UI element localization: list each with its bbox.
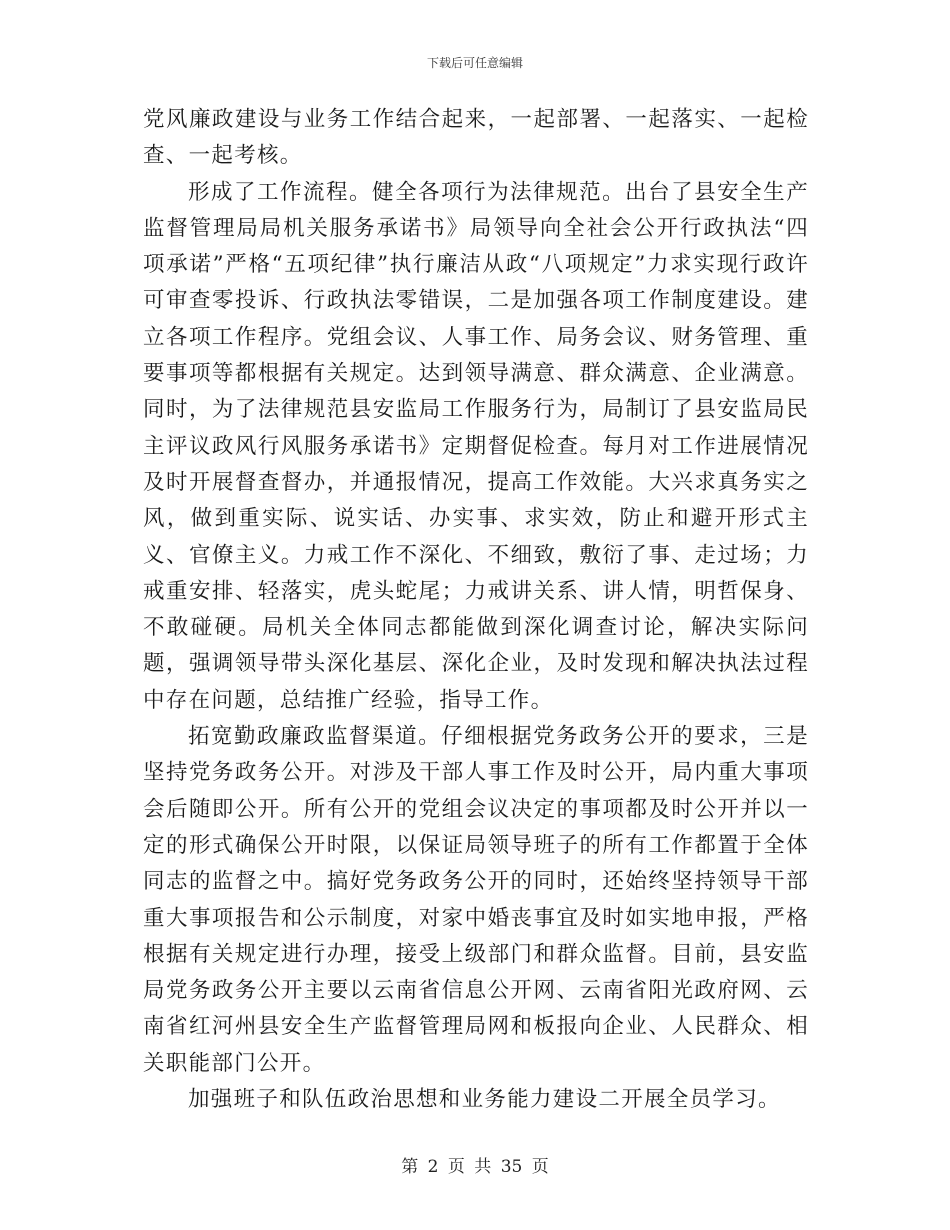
page-number-footer: 第 2 页 共 35 页 <box>401 1157 549 1177</box>
document-body <box>143 102 809 1118</box>
paragraph-3: 拓宽勤政廉政监督渠道。仔细根据党务政务公开的要求，三是坚持党务政务公开。对涉及干部人事工作及时公开，局内重大事项会后随即公开。所有公开的党组会议决定的事项都及时公开并以一定的形式确保公开时限，以保证局领导班子的所有工作都置于全体同志的监督之中。搞好党务政务公开的同时，还始终坚持领导干部重大事项报告和公示制度，对家中婚丧事宜及时如实地申报，严格根据有关规定进行办理，接受上级部门和群众监督。目前，县安监局党务政务公开主要以云南省信息公开网、云南省阳光政府网、云南省红河州县安全生产监督管理局网和板报向企业、人民群众、相关职能部门公开。 <box>143 724 809 1076</box>
paragraph-1: 党风廉政建设与业务工作结合起来，一起部署、一起落实、一起检查、一起考核。 <box>143 107 809 169</box>
paragraph-2: 形成了工作流程。健全各项行为法律规范。出台了县安全生产监督管理局局机关服务承诺书》局领导向全社会公开行政执法“四项承诺”严格“五项纪律”执行廉洁从政“八项规定”力求实现行政许可审查零投诉、行政执法零错误，二是加强各项工作制度建设。建立各项工作程序。党组会议、人事工作、局务会议、财务管理、重要事项等都根据有关规定。达到领导满意、群众满意、企业满意。同时，为了法律规范县安监局工作服务行为，局制订了县安监局民主评议政风行风服务承诺书》定期督促检查。每月对工作进展情况及时开展督查督办，并通报情况，提高工作效能。大兴求真务实之风，做到重实际、说实话、办实事、求实效，防止和避开形式主义、官僚主义。力戒工作不深化、不细致，敷衍了事、走过场；力戒重安排、轻落实，虎头蛇尾；力戒讲关系、讲人情，明哲保身、不敢碰硬。局机关全体同志都能做到深化调查讨论，解决实际问题，强调领导带头深化基层、深化企业，及时发现和解决执法过程中存在问题，总结推广经验，指导工作。 <box>143 179 809 713</box>
paragraph-4: 加强班子和队伍政治思想和业务能力建设二开展全员学习。 <box>188 1087 781 1113</box>
page-header: 下载后可任意编辑 <box>426 56 523 70</box>
